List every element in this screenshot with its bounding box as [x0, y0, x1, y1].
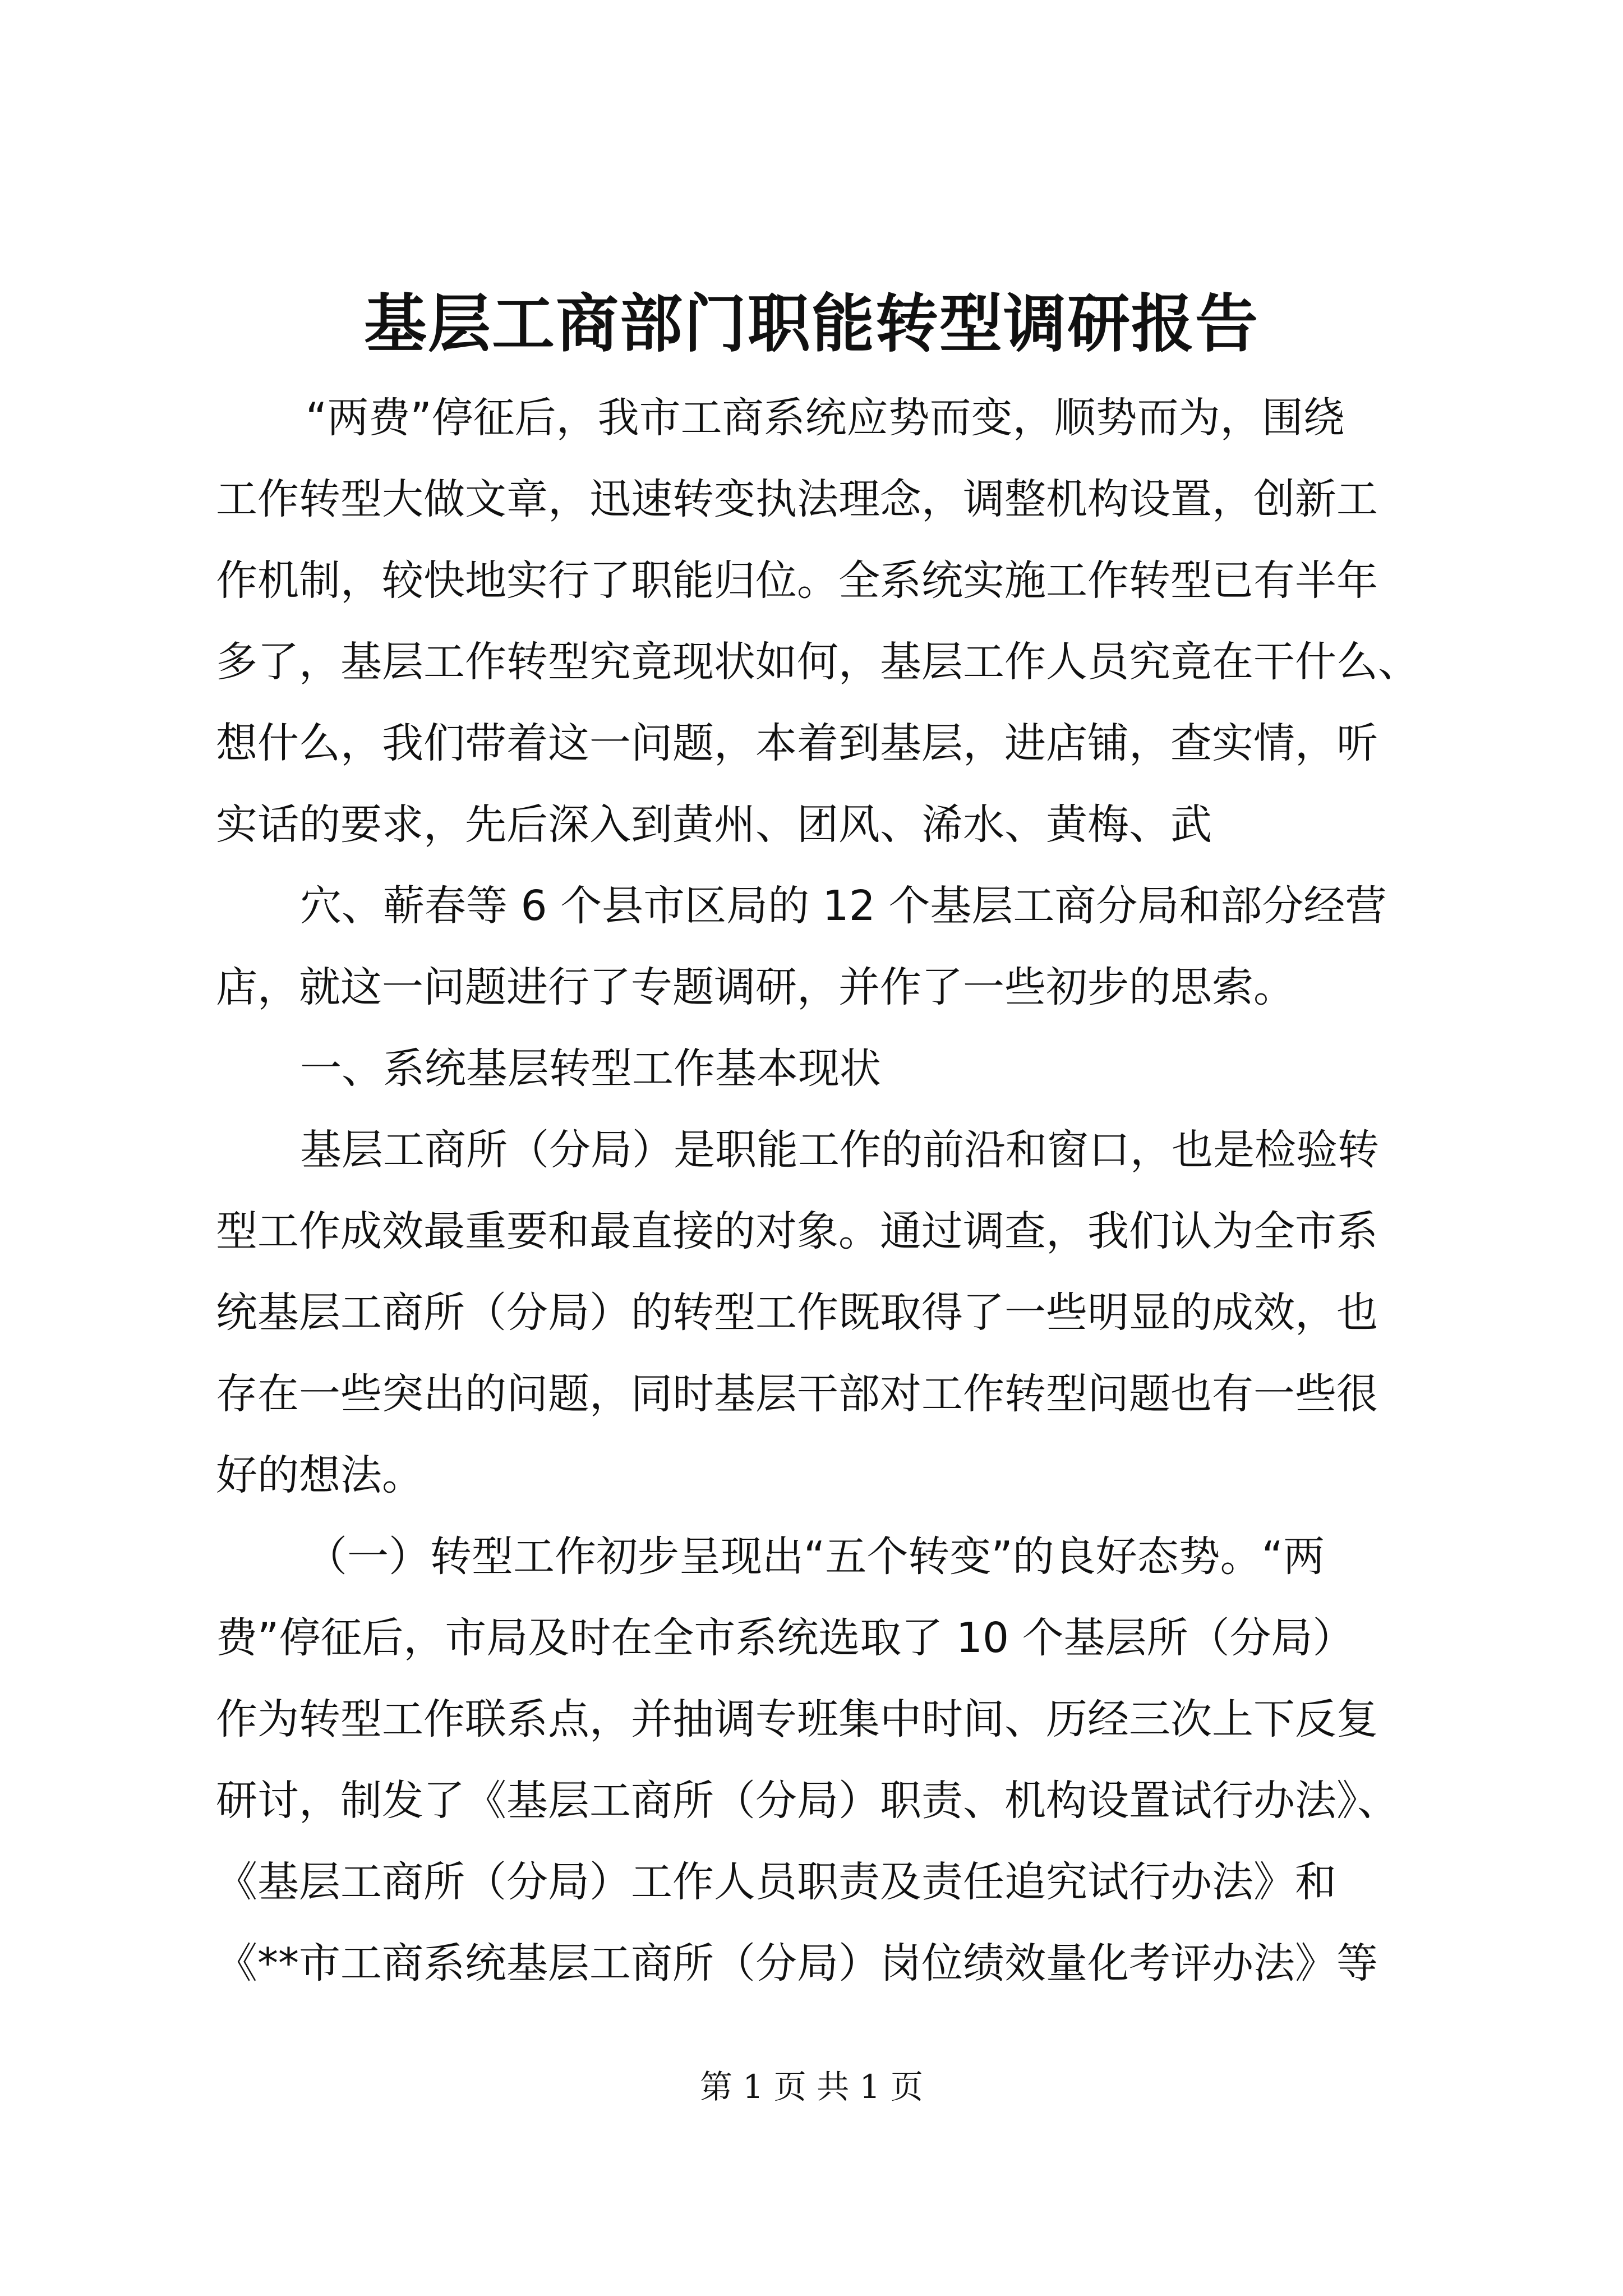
body-line: 基层工商所（分局）是职能工作的前沿和窗口，也是检验转	[300, 1126, 1379, 1174]
body-line: 费”停征后，市局及时在全市系统选取了 10 个基层所（分局）	[216, 1614, 1354, 1662]
body-line: 存在一些突出的问题，同时基层干部对工作转型问题也有一些很	[216, 1370, 1378, 1418]
body-line: 想什么，我们带着这一问题，本着到基层，进店铺，查实情，听	[216, 719, 1378, 767]
section-heading: 一、系统基层转型工作基本现状	[300, 1045, 881, 1093]
body-line: 穴、蕲春等 6 个县市区局的 12 个基层工商分局和部分经营	[300, 882, 1387, 930]
body-line: 好的想法。	[216, 1451, 423, 1499]
body-line: 统基层工商所（分局）的转型工作既取得了一些明显的成效，也	[216, 1289, 1378, 1337]
subsection-line: （一）转型工作初步呈现出“五个转变”的良好态势。“两	[306, 1533, 1325, 1581]
page-footer: 第 1 页 共 1 页	[700, 2068, 923, 2106]
body-line: 《**市工商系统基层工商所（分局）岗位绩效量化考评办法》等	[216, 1939, 1378, 1987]
body-line: 店，就这一问题进行了专题调研，并作了一些初步的思索。	[216, 963, 1295, 1011]
document-title: 基层工商部门职能转型调研报告	[364, 287, 1259, 361]
body-line: 研讨，制发了《基层工商所（分局）职责、机构设置试行办法》、	[216, 1777, 1399, 1825]
body-line: 实话的要求，先后深入到黄州、团风、浠水、黄梅、武	[216, 800, 1212, 849]
body-line: 《基层工商所（分局）工作人员职责及责任追究试行办法》和	[216, 1858, 1336, 1906]
body-line: 作为转型工作联系点，并抽调专班集中时间、历经三次上下反复	[216, 1695, 1378, 1743]
body-line: 工作转型大做文章，迅速转变执法理念，调整机构设置，创新工	[216, 475, 1378, 523]
body-line: 作机制，较快地实行了职能归位。全系统实施工作转型已有半年	[216, 556, 1378, 605]
body-line: “两费”停征后，我市工商系统应势而变，顺势而为，围绕	[306, 394, 1345, 442]
body-line: 多了，基层工作转型究竟现状如何，基层工作人员究竟在干什么、	[216, 638, 1419, 686]
body-line: 型工作成效最重要和最直接的对象。通过调查，我们认为全市系	[216, 1207, 1378, 1255]
